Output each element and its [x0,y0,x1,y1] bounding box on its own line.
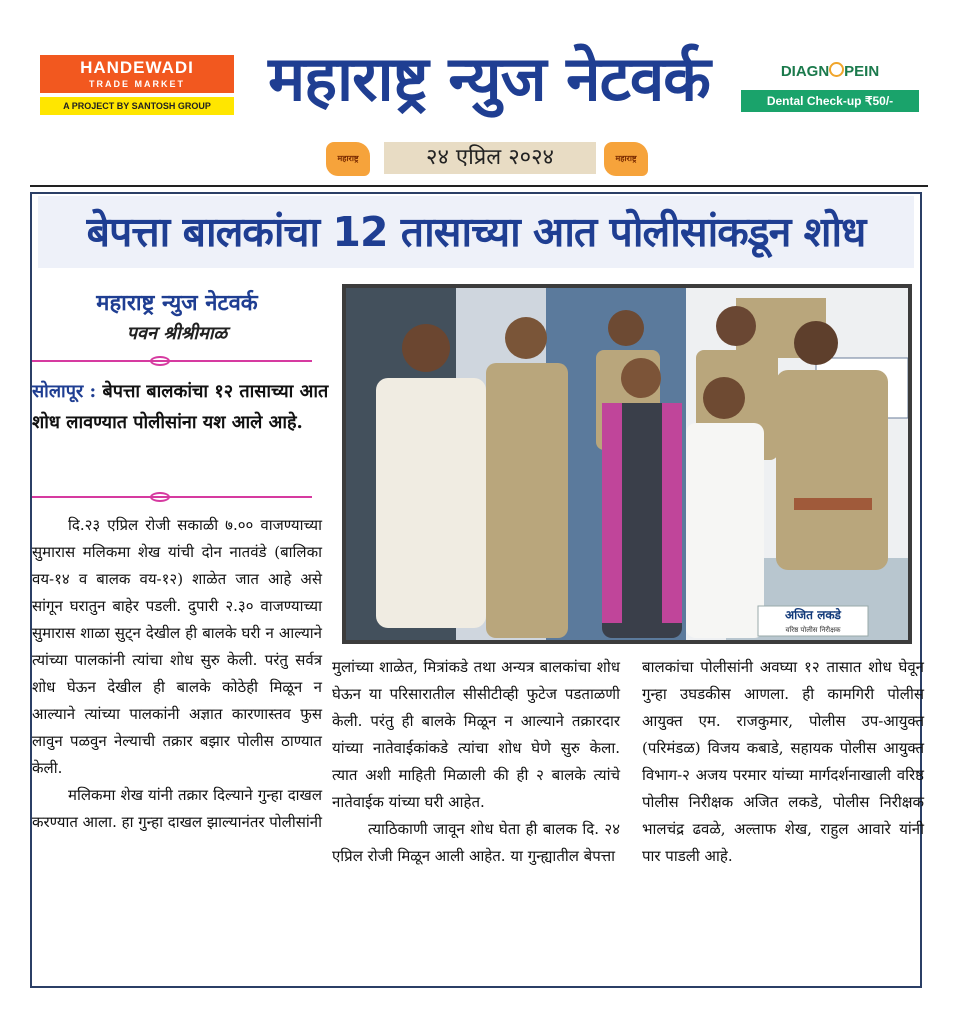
issue-date: २४ एप्रिल २०२४ [384,142,596,174]
ornament-divider-bottom [32,496,312,498]
article-photo [342,284,912,644]
column2-paragraph-2: त्याठिकाणी जावून शोध घेता ही बालक दि. २४ एप्रिल रोजी मिळून आली आहेत. या गुन्ह्यातील बेपत्ता [332,820,620,865]
handewadi-ad-subtitle: TRADE MARKET [89,79,185,89]
police-group-photo [346,288,908,640]
body-column-2 [332,654,620,870]
ornament-knot-icon [150,356,170,366]
column3-paragraph-1: बालकांचा पोलीसांनी अवघ्या १२ तासात शोध घेवून गुन्हा उघडकीस आणला. ही कामगिरी पोलीस आयुक्त एम. राजकुमार, पोलीस उप-आयुक्त (परिमंडळ) विजय कबाडे, सहायक पोलीस आयुक्त विभाग-२ अजय परमार यांच्या मार्गदर्शनाखाली वरिष्ठ पोलीस निरीक्षक अजित लकडे, पोलीस निरीक्षक भालचंद्र ढवळे, अल्ताफ शेख, राहुल आवारे यांनी पार पाडली आहे. [642,658,924,865]
article-frame [30,192,922,988]
lead-city: सोलापूर : [32,381,97,402]
column1-paragraph-2: मलिकमा शेख यांनी तक्रार दिल्याने गुन्हा दाखल करण्यात आला. हा गुन्हा दाखल झाल्यानंतर पोलीसांनी [32,786,322,831]
maharashtra-map-logo-icon-right: महाराष्ट्र [604,142,648,176]
nameplate-title: वरिष्ठ पोलीस निरीक्षक [785,626,841,634]
column2-paragraph-1: मुलांच्या शाळेत, मित्रांकडे तथा अन्यत्र बालकांचा शोध घेऊन या परिसारातील सीसीटीव्ही फुटेज पडताळणी केली. परंतु ही बालके मिळून न आल्याने तक्रारदार यांच्या नातेवाईकांकडे त्यांचा शोध घेणे सुरु केला. त्यात अशी माहिती मिळाली की ही २ बालके त्यांचे नातेवाईक यांच्या घरी आहेत. [332,658,620,811]
handewadi-ad [40,55,234,119]
date-row [0,140,958,180]
byline-author: पवन श्रीश्रीमाळ [126,323,228,344]
handewadi-ad-name: HANDEWADI [80,58,194,77]
masthead-divider [30,185,928,187]
handewadi-ad-tagline: A PROJECT BY SANTOSH GROUP [40,97,234,115]
newspaper-title: महाराष्ट्र न्युज नेटवर्क [268,42,710,115]
dental-offer: Dental Check-up ₹50/- [741,90,919,112]
diagnopein-ad [741,62,919,114]
body-column-3 [642,654,924,870]
tooth-logo-icon [829,62,844,77]
column1-paragraph-1: दि.२३ एप्रिल रोजी सकाळी ७.०० वाजण्याच्या सुमारास मलिकमा शेख यांची दोन नातवंडे (बालिका वय-१४ व बालक वय-१२) शाळेत जात आहे असे सांगून घरातुन बाहेर पडली. दुपारी २.३० वाजण्याच्या सुमारास शाळा सुट्न देखील ही बालके घरी न आल्याने त्यांच्या पालकांनी त्यांचा शोध सुरु केली. परंतु सर्वत्र शोध घेऊन देखील ही बालके कोठेही मिळून न आल्याने त्यांच्या पालकांनी अज्ञात कारणास्तव फुस लावुन पळवुन नेल्याची तक्रार बझार पोलीस ठाण्यात केली. [32,516,322,777]
nameplate-name: अजित लकडे [785,608,841,622]
article-headline: बेपत्ता बालकांचा 12 तासाच्या आत पोलीसांकडून शोध [38,196,914,268]
ornament-knot-icon-2 [150,492,170,502]
maharashtra-map-logo-icon: महाराष्ट्र [326,142,370,176]
ornament-divider-top [32,360,312,362]
diagnopein-brand [741,62,919,82]
diagnopein-brand-b: PEIN [844,63,880,80]
body-column-1 [32,512,322,836]
handewadi-ad-banner [40,55,234,93]
lead-text: बेपत्ता बालकांचा १२ तासाच्या आत शोध लावण्यात पोलीसांना यश आले आहे. [32,381,329,433]
diagnopein-brand-a: DIAGN [780,63,830,80]
lead-paragraph [32,376,332,438]
byline-outlet: महाराष्ट्र न्युज नेटवर्क [96,291,258,316]
